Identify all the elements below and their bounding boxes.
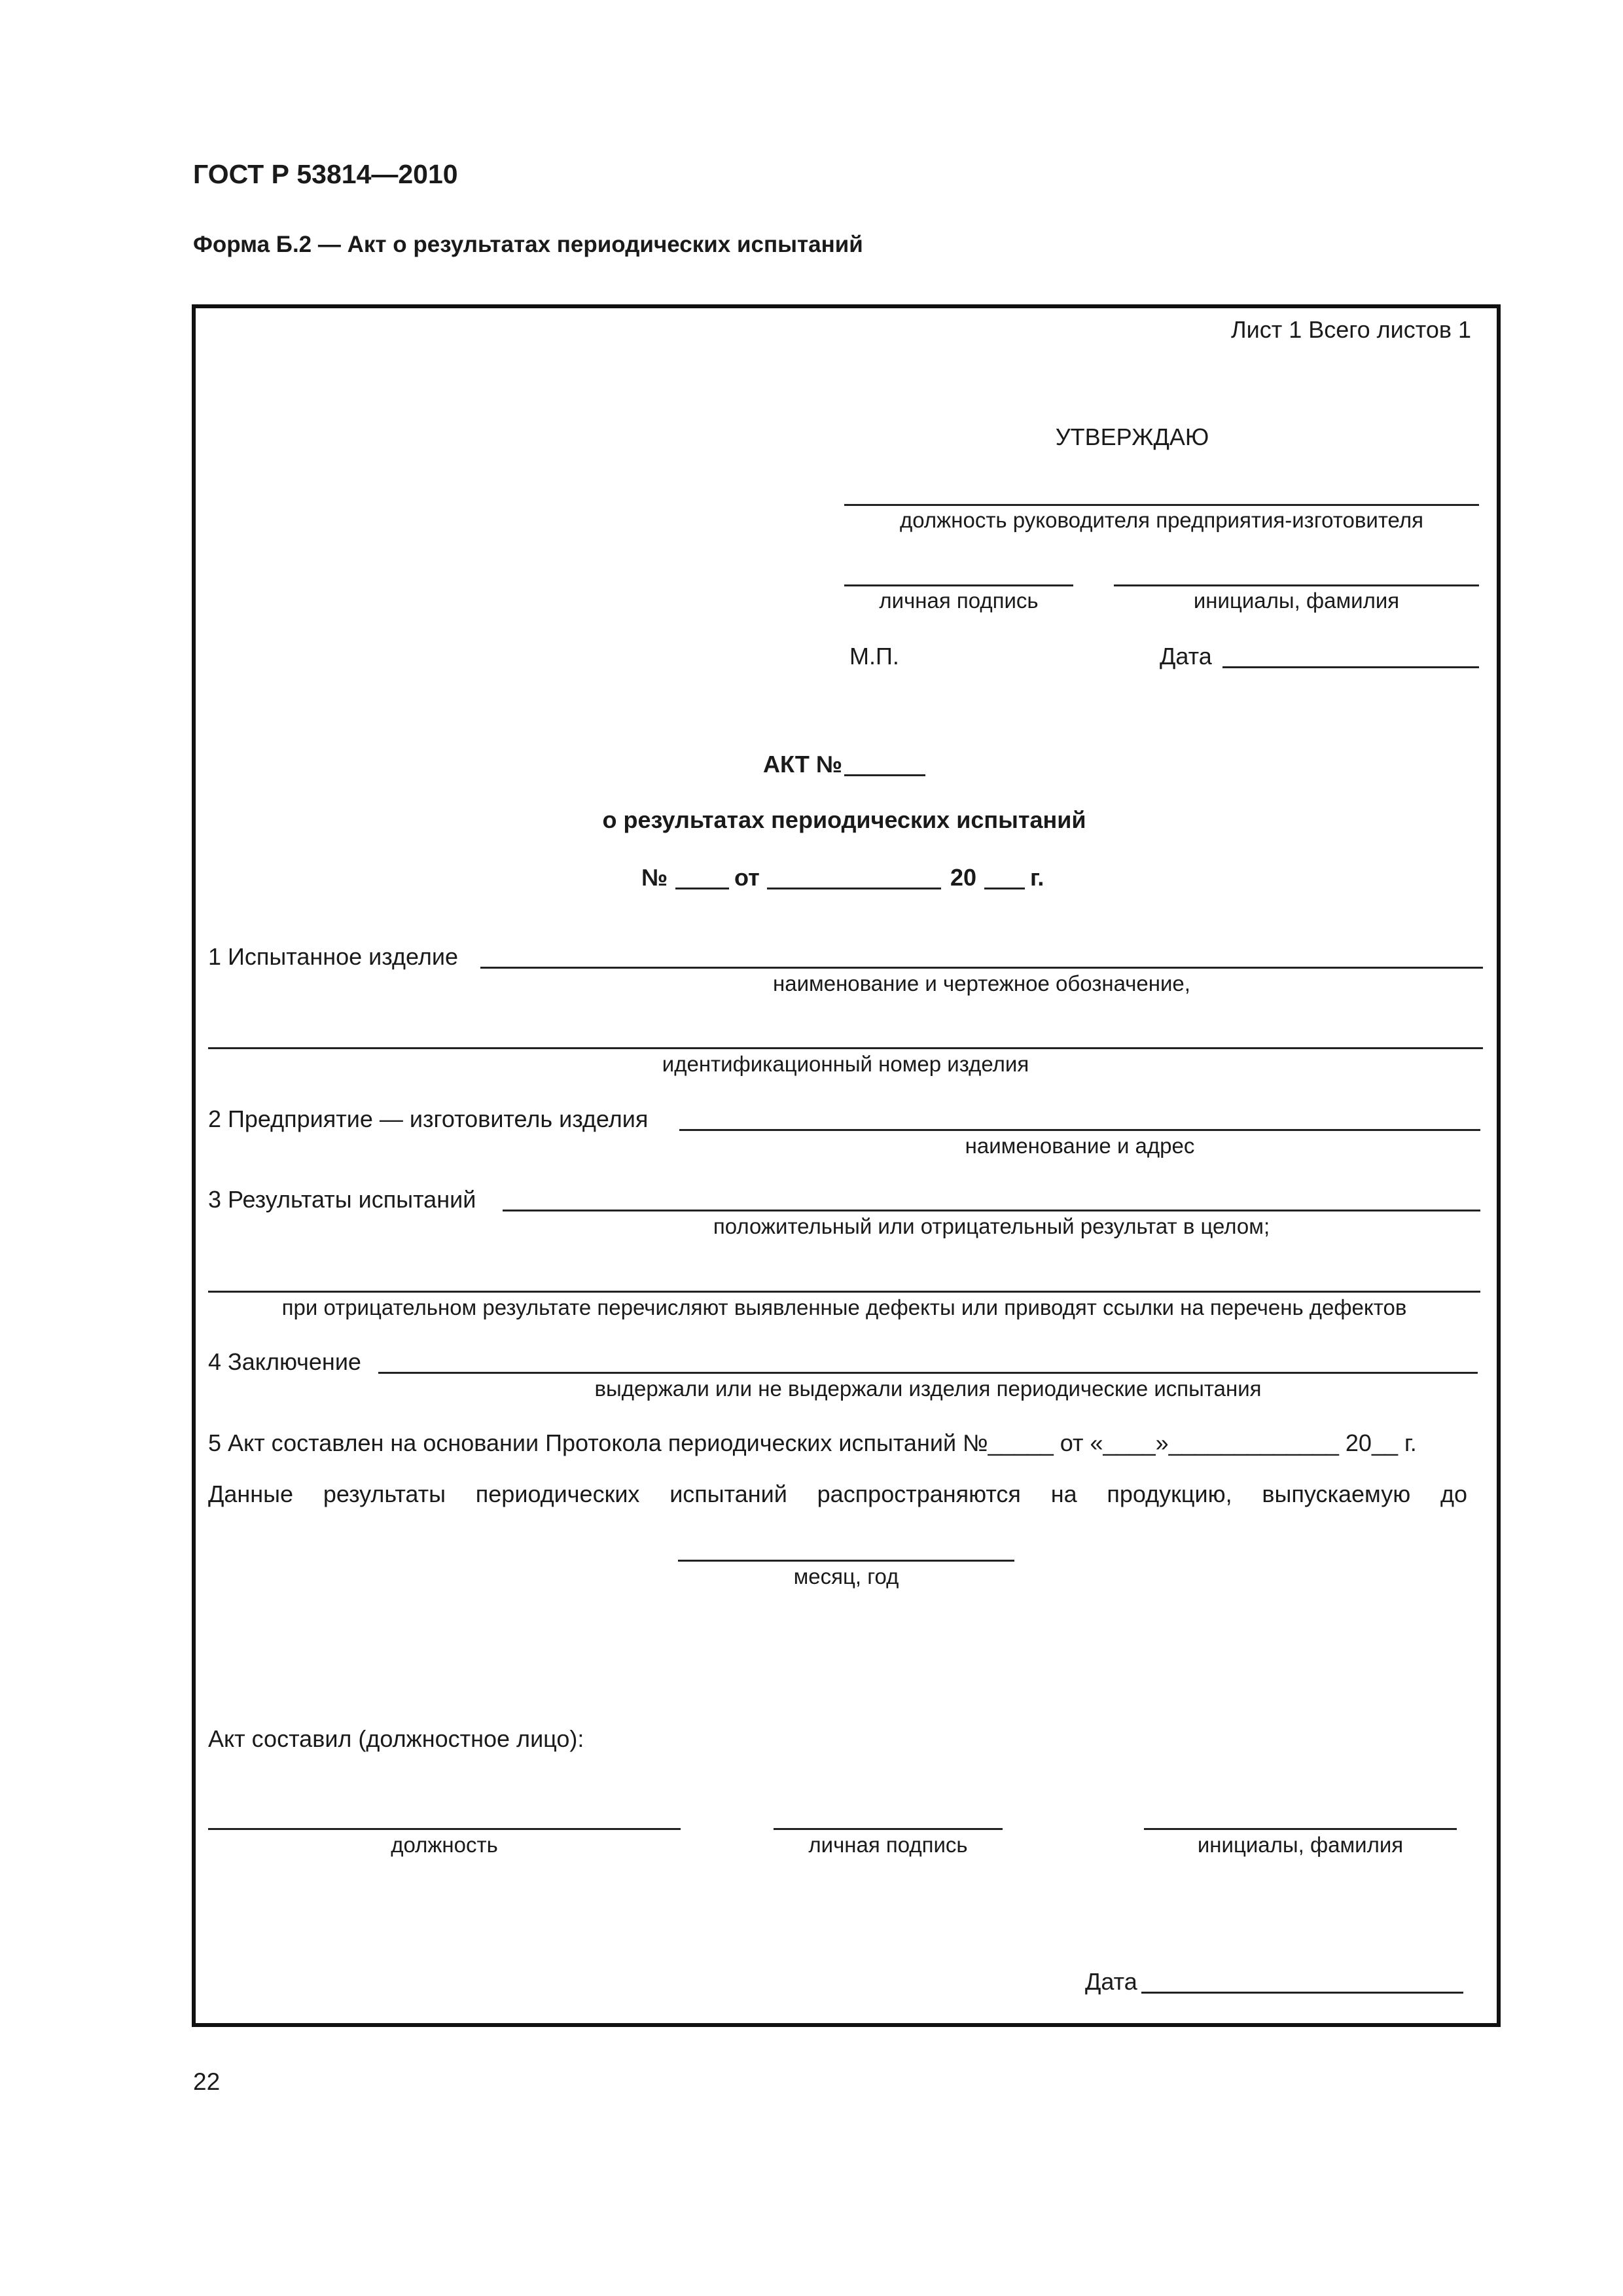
item2-caption: наименование и адрес bbox=[965, 1134, 1195, 1158]
position-caption: должность руководителя предприятия-изготовителя bbox=[900, 508, 1423, 532]
page-number: 22 bbox=[193, 2068, 221, 2095]
month-caption: месяц, год bbox=[793, 1564, 899, 1588]
act-g-label: г. bbox=[1030, 864, 1044, 891]
seal-label: М.П. bbox=[849, 643, 899, 670]
act-subtitle: о результатах периодических испытаний bbox=[602, 806, 1086, 833]
item5-text: 5 Акт составлен на основании Протокола периодических испытаний №_____ от «____»_____________ 20__ г. bbox=[208, 1429, 1417, 1456]
composer-date-label: Дата bbox=[1085, 1968, 1137, 1995]
act-date-line bbox=[767, 888, 941, 889]
name-line bbox=[1114, 584, 1479, 586]
item2-label: 2 Предприятие — изготовитель изделия bbox=[208, 1105, 649, 1132]
form-frame bbox=[192, 304, 1501, 2027]
standard-designation: ГОСТ Р 53814—2010 bbox=[193, 159, 458, 189]
item3-line bbox=[503, 1210, 1480, 1211]
composer-position-caption: должность bbox=[391, 1833, 498, 1857]
form-caption: Форма Б.2 — Акт о результатах периодических испытаний bbox=[193, 232, 863, 257]
month-line bbox=[678, 1560, 1014, 1562]
composer-name-line bbox=[1144, 1828, 1457, 1830]
approve-title: УТВЕРЖДАЮ bbox=[1055, 423, 1209, 450]
item4-line bbox=[378, 1372, 1478, 1374]
item4-label: 4 Заключение bbox=[208, 1348, 361, 1375]
act-year-label: 20 bbox=[950, 864, 977, 891]
item3-line2 bbox=[208, 1291, 1480, 1293]
act-no-label: № bbox=[641, 864, 668, 891]
composer-signature-line bbox=[774, 1828, 1003, 1830]
signature-line bbox=[844, 584, 1073, 586]
act-title: АКТ № bbox=[763, 751, 842, 778]
approve-date-line bbox=[1222, 666, 1479, 668]
item1-line bbox=[480, 967, 1483, 969]
position-line bbox=[844, 504, 1479, 506]
signature-caption: личная подпись bbox=[879, 588, 1039, 613]
item3-label: 3 Результаты испытаний bbox=[208, 1186, 476, 1213]
act-from-label: от bbox=[734, 864, 760, 891]
item1-line2 bbox=[208, 1047, 1483, 1049]
composer-position-line bbox=[208, 1828, 681, 1830]
sheet-info: Лист 1 Всего листов 1 bbox=[1230, 316, 1471, 343]
act-year-line bbox=[984, 888, 1025, 889]
item4-caption: выдержали или не выдержали изделия периодические испытания bbox=[594, 1376, 1262, 1401]
act-number-line bbox=[844, 774, 925, 776]
item3-caption1: положительный или отрицательный результат в целом; bbox=[713, 1214, 1270, 1238]
name-caption: инициалы, фамилия bbox=[1193, 588, 1400, 613]
item3-caption2: при отрицательном результате перечисляют выявленные дефекты или приводят ссылки на перечень дефектов bbox=[281, 1295, 1407, 1319]
composer-label: Акт составил (должностное лицо): bbox=[208, 1725, 584, 1752]
item2-line bbox=[679, 1129, 1480, 1131]
act-no-line bbox=[675, 888, 729, 889]
item1-caption2: идентификационный номер изделия bbox=[662, 1052, 1029, 1076]
composer-date-line bbox=[1141, 1992, 1463, 1994]
item1-label: 1 Испытанное изделие bbox=[208, 943, 458, 970]
composer-signature-caption: личная подпись bbox=[808, 1833, 968, 1857]
composer-name-caption: инициалы, фамилия bbox=[1197, 1833, 1404, 1857]
approve-date-label: Дата bbox=[1160, 643, 1212, 670]
item1-caption1: наименование и чертежное обозначение, bbox=[773, 971, 1190, 996]
validity-text: Данные результаты периодических испытаний распространяются на продукцию, выпускаемую до bbox=[208, 1480, 1467, 1507]
